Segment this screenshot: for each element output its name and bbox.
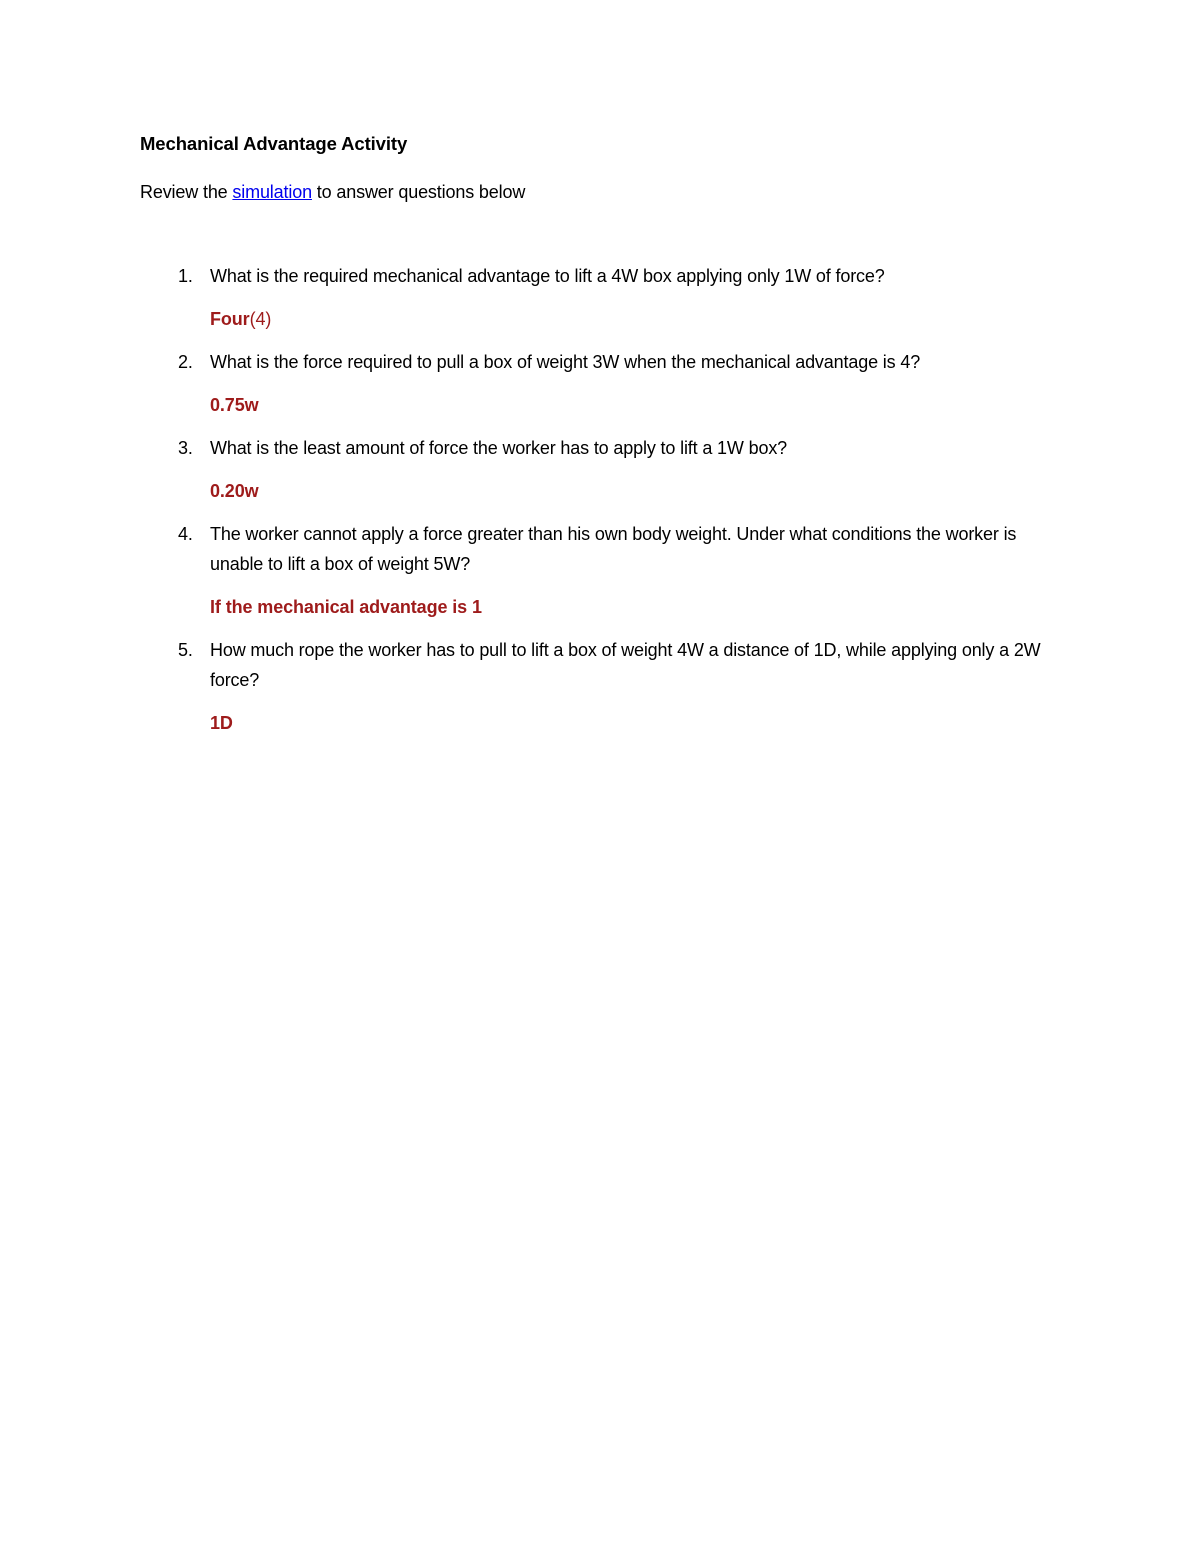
answer-spacer bbox=[140, 333, 1065, 347]
question-number: 2. bbox=[178, 352, 193, 372]
question-number: 3. bbox=[178, 438, 193, 458]
questions-section bbox=[140, 261, 1065, 737]
page-title: Mechanical Advantage Activity bbox=[140, 133, 408, 154]
answer-bold-part: If the mechanical advantage is 1 bbox=[210, 597, 482, 617]
question-text: What is the force required to pull a box of weight 3W when the mechanical advantage is 4? bbox=[210, 352, 921, 372]
question-text: What is the least amount of force the worker has to apply to lift a 1W box? bbox=[210, 438, 788, 458]
intro-text-after-link: to answer questions below bbox=[311, 182, 526, 202]
answer-spacer bbox=[140, 621, 1065, 635]
answer-text bbox=[210, 391, 1065, 419]
answer-bold-part: Four bbox=[210, 309, 250, 329]
question-item-5 bbox=[140, 635, 1065, 737]
simulation-link[interactable]: simulation bbox=[232, 182, 312, 202]
question-text: What is the required mechanical advantage to lift a 4W box applying only 1W of force? bbox=[210, 266, 885, 286]
question-number: 5. bbox=[178, 640, 193, 660]
question-item-4 bbox=[140, 519, 1065, 621]
question-row bbox=[140, 433, 1065, 463]
intro-text-before-link: Review the bbox=[140, 182, 233, 202]
question-item-1 bbox=[140, 261, 1065, 333]
answer-spacer bbox=[140, 419, 1065, 433]
question-number: 4. bbox=[178, 524, 193, 544]
intro-paragraph bbox=[140, 179, 1065, 205]
answer-bold-part: 0.20w bbox=[210, 481, 259, 501]
question-text: The worker cannot apply a force greater than his own body weight. Under what conditions the worker is unable to lift a box of weight 5W? bbox=[210, 524, 1017, 574]
question-row bbox=[140, 519, 1065, 579]
question-item-3 bbox=[140, 433, 1065, 505]
question-row bbox=[140, 347, 1065, 377]
question-item-2 bbox=[140, 347, 1065, 419]
answer-bold-part: 1D bbox=[210, 713, 233, 733]
question-row bbox=[140, 635, 1065, 695]
answer-regular-part: (4) bbox=[249, 309, 272, 329]
answer-bold-part: 0.75w bbox=[210, 395, 259, 415]
answer-text bbox=[210, 709, 1065, 737]
question-list bbox=[140, 261, 1065, 737]
question-text: How much rope the worker has to pull to lift a box of weight 4W a distance of 1D, while applying only a 2W force? bbox=[210, 640, 1041, 690]
answer-text bbox=[210, 305, 1065, 333]
document-body bbox=[140, 131, 1065, 737]
question-number: 1. bbox=[178, 266, 193, 286]
question-row bbox=[140, 261, 1065, 291]
answer-spacer bbox=[140, 505, 1065, 519]
answer-text bbox=[210, 477, 1065, 505]
answer-text bbox=[210, 593, 1065, 621]
